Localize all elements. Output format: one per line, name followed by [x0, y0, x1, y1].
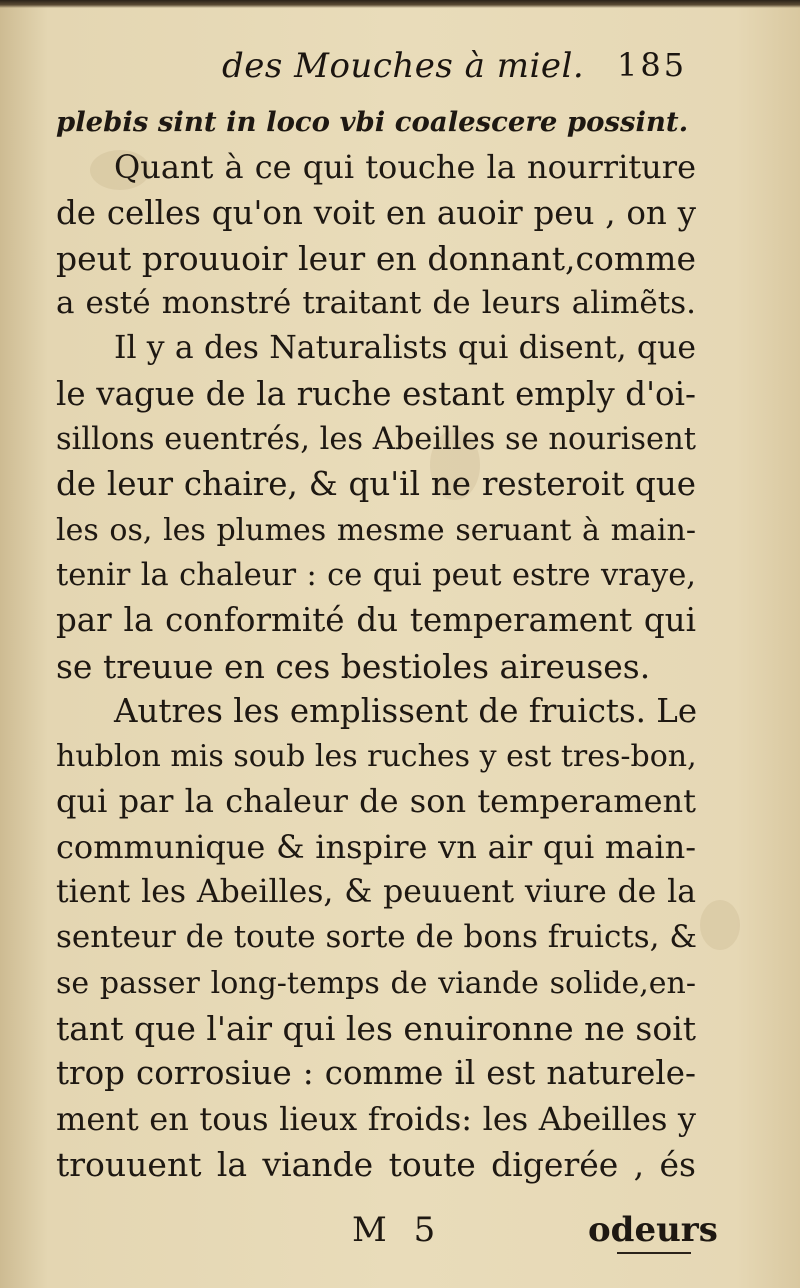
page-number: 185 — [617, 46, 688, 84]
body-text — [56, 100, 696, 1187]
text-line: a esté monstré traitant de leurs alimẽts. — [56, 285, 696, 322]
text-line: trouuent la viande toute digerée , és — [56, 1144, 696, 1184]
text-line: ment en tous lieux froids: les Abeilles y — [56, 1099, 696, 1138]
text-line: de celles qu'on voit en auoir peu , on y — [56, 193, 696, 232]
text-line: se passer long-temps de viande solide,en- — [56, 965, 696, 1001]
text-line: Autres les emplissent de fruicts. Le — [114, 691, 698, 730]
text-line: trop corrosiue : comme il est naturele- — [56, 1054, 696, 1093]
text-line: les os, les plumes mesme seruant à main- — [56, 512, 696, 548]
text-line: Quant à ce qui touche la nourriture — [114, 148, 696, 187]
text-line: tient les Abeilles, & peuuent viure de la — [56, 874, 696, 911]
signature-mark: M 5 — [352, 1210, 444, 1250]
text-line: communique & inspire vn air qui main- — [56, 827, 696, 866]
text-line: de leur chaire, & qu'il ne resteroit que — [56, 465, 696, 504]
text-line: plebis sint in loco vbi coalescere possint. — [56, 106, 689, 138]
catchword-rule — [617, 1252, 691, 1254]
text-line: qui par la chaleur de son temperament — [56, 782, 696, 821]
text-line: senteur de toute sorte de bons fruicts, & — [56, 919, 697, 956]
text-line: sillons euentrés, les Abeilles se nourisent — [56, 422, 696, 458]
text-line: peut prouuoir leur en donnant,comme — [56, 238, 696, 278]
running-head — [0, 44, 800, 100]
catchword: odeurs — [588, 1210, 718, 1250]
text-line: tenir la chaleur : ce qui peut estre vraye, — [56, 557, 696, 593]
text-line: tant que l'air qui les enuironne ne soit — [56, 1008, 697, 1048]
paper-stain — [700, 900, 740, 950]
text-line: Il y a des Naturalists qui disent, que — [114, 330, 696, 367]
running-head-title: des Mouches à miel. — [222, 46, 585, 86]
text-line: par la conformité du temperament qui — [56, 601, 696, 640]
text-line: se treuue en ces bestioles aireuses. — [56, 646, 651, 686]
page-footer — [0, 1206, 800, 1266]
page-top-edge — [0, 0, 800, 8]
text-line: hublon mis soub les ruches y est tres-bon, — [56, 739, 697, 775]
text-line: le vague de la ruche estant emply d'oi- — [56, 374, 696, 413]
